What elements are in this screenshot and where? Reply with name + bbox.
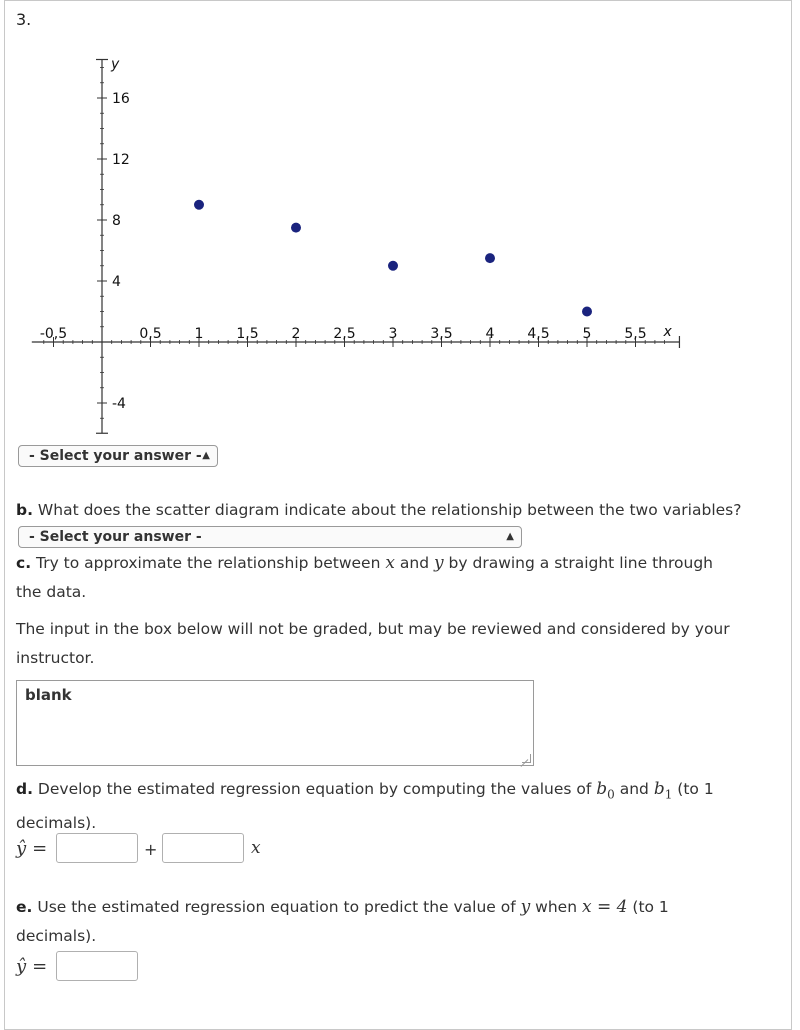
part-c-text-1: Try to approximate the relationship between — [36, 554, 381, 572]
y-tick-label: 12 — [112, 152, 130, 168]
b1-symbol: $b_1$ — [653, 779, 673, 802]
part-b-select[interactable] — [18, 526, 522, 548]
yhat-label-e: ŷ = — [16, 956, 48, 977]
prediction-input[interactable] — [56, 951, 138, 981]
x-tick-label: -0,5 — [39, 326, 68, 342]
plus-sign: + — [144, 840, 158, 859]
part-d-question — [16, 775, 714, 838]
x-axis-label: x — [663, 324, 672, 340]
part-d-text-1: Develop the estimated regression equation by computing the values of — [37, 780, 592, 798]
x-tick-label: 4 — [485, 326, 495, 342]
question-number: 3. — [16, 10, 32, 29]
b1-input[interactable] — [162, 833, 244, 863]
x-tick-label: 5,5 — [624, 326, 647, 342]
part-c-note-2: instructor. — [16, 649, 95, 667]
part-d-and: and — [619, 780, 649, 798]
select-arrow-icon: ▲ — [202, 450, 210, 461]
resize-handle-icon[interactable] — [522, 754, 531, 763]
part-b-letter: b. — [16, 501, 33, 519]
x-tick-label: 1 — [194, 326, 204, 342]
part-d-letter: d. — [16, 780, 33, 798]
b0-input[interactable] — [56, 833, 138, 863]
x-tick-label: 3 — [388, 326, 398, 342]
part-e-text-1: Use the estimated regression equation to predict the value of — [37, 898, 516, 916]
part-c-note — [16, 615, 730, 673]
part-c-letter: c. — [16, 554, 32, 572]
part-d-text-2: (to 1 — [677, 780, 714, 798]
comment-textarea[interactable] — [16, 680, 534, 766]
x-tick-label: 1,5 — [236, 326, 259, 342]
x-variable: x — [385, 553, 395, 573]
x-tick-label: 5 — [582, 326, 592, 342]
x-equals-4: x = 4 — [581, 897, 628, 917]
part-e-text-3: decimals). — [16, 927, 97, 945]
part-d-text-3: decimals). — [16, 814, 97, 833]
scatter-chart — [0, 0, 800, 440]
part-e-text-2: (to 1 — [632, 898, 669, 916]
x-tick-label: 2 — [291, 326, 301, 342]
part-c-text-3: the data. — [16, 583, 87, 601]
x-tick-label: 3,5 — [430, 326, 453, 342]
part-e-when: when — [535, 898, 578, 916]
x-variable-d: x — [251, 838, 261, 858]
part-b-select-label: - Select your answer - — [29, 529, 202, 545]
b0-symbol: $b_0$ — [596, 779, 615, 802]
part-e-letter: e. — [16, 898, 33, 916]
yhat-label-d: ŷ = — [16, 838, 48, 859]
part-a-select-label: - Select your answer - — [29, 448, 202, 464]
part-c-note-1: The input in the box below will not be graded, but may be reviewed and considered by your — [16, 620, 730, 638]
scatter-point — [194, 200, 204, 210]
select-arrow-icon: ▲ — [506, 531, 514, 542]
x-tick-label: 0,5 — [139, 326, 162, 342]
scatter-point — [582, 307, 592, 317]
y-variable-e: y — [520, 897, 531, 917]
y-tick-label: 4 — [112, 274, 121, 290]
y-variable: y — [434, 553, 444, 573]
x-tick-label: 2,5 — [333, 326, 356, 342]
scatter-point — [291, 223, 301, 233]
x-tick-label: 4,5 — [527, 326, 550, 342]
y-tick-label: -4 — [112, 396, 126, 412]
textarea-value: blank — [25, 686, 72, 704]
scatter-point — [388, 261, 398, 271]
part-c-text-2: by drawing a straight line through — [448, 554, 713, 572]
y-tick-label: 16 — [112, 91, 130, 107]
part-b-text: What does the scatter diagram indicate about the relationship between the two variables? — [37, 501, 742, 519]
part-c-question — [16, 549, 713, 607]
y-tick-label: 8 — [112, 213, 121, 229]
y-axis-label: y — [111, 56, 120, 73]
part-e-question — [16, 893, 669, 951]
scatter-point — [485, 253, 495, 263]
part-a-select[interactable] — [18, 445, 218, 467]
part-c-and: and — [399, 554, 430, 572]
part-b-question — [16, 496, 741, 525]
